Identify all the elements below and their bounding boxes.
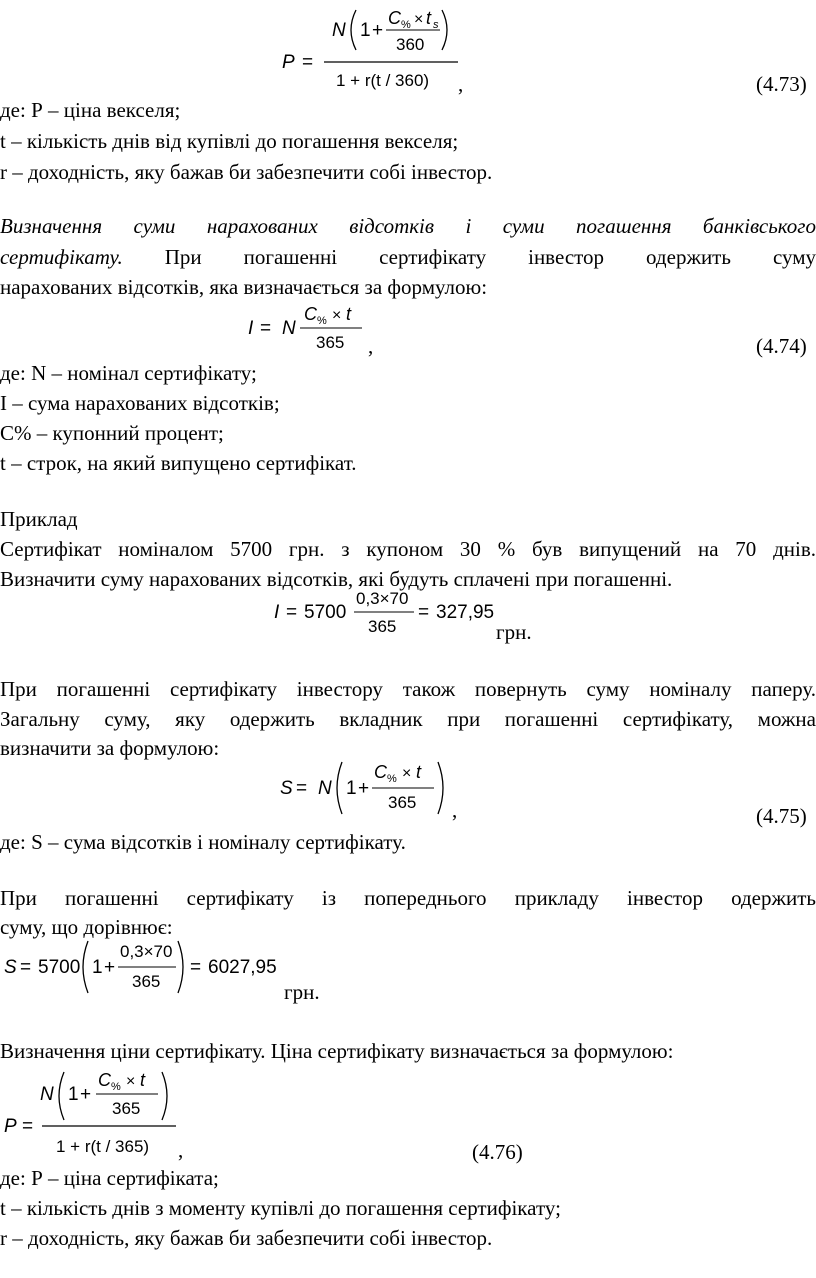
formula-comma: , [452, 798, 458, 822]
formula-symbol: 365 [368, 617, 397, 636]
paragraph-line: Сертифікат номіналом 5700 грн. з купоном 30 % був випущений на 70 днів. [0, 537, 816, 561]
formula-symbol: P [4, 1116, 17, 1137]
formula-comma: , [458, 72, 464, 96]
formula-symbol: C [98, 1070, 111, 1090]
formula-symbol: t [416, 762, 422, 782]
formula-symbol: C [388, 8, 401, 28]
formula-symbol: + [358, 778, 370, 799]
formula-symbol: 5700 [38, 957, 81, 978]
formula-symbol: = [190, 957, 202, 978]
definition-line: I – сума нарахованих відсотків; [0, 391, 280, 415]
formula-symbol: 365 [388, 793, 417, 812]
formula-symbol: × [402, 765, 412, 782]
formula-symbol: × [126, 1073, 136, 1090]
formula-symbol: 5700 [304, 602, 347, 623]
definition-line: де: N – номінал сертифікату; [0, 361, 257, 385]
formula-symbol: % [401, 19, 411, 31]
currency-unit: грн. [496, 620, 532, 644]
formula-comma: , [178, 1138, 184, 1162]
formula-symbol: t [140, 1070, 146, 1090]
formula-symbol: C [374, 762, 387, 782]
definition-line: де: Р – ціна векселя; [0, 98, 181, 122]
equation-number-4-75: (4.75) [756, 804, 807, 828]
formula-symbol: I [274, 602, 280, 623]
formula-symbol: S [280, 778, 293, 799]
formula-4-74 [244, 300, 374, 360]
formula-4-76 [0, 1064, 190, 1160]
paragraph-line: визначити за формулою: [0, 736, 220, 760]
formula-symbol: s [433, 19, 439, 31]
formula-symbol: = [418, 602, 430, 623]
formula-symbol: % [111, 1081, 121, 1093]
formula-4-75 [278, 756, 458, 820]
formula-symbol: 1 + r(t / 360) [336, 71, 430, 90]
paragraph-line: При погашенні сертифікату інвестору також повернуть суму номіналу паперу. [0, 677, 816, 701]
formula-symbol: 0,3×70 [356, 589, 409, 608]
paragraph-text: При погашенні сертифікату інвестор одержить суму [122, 245, 816, 269]
formula-symbol: N [318, 778, 332, 799]
formula-symbol: + [80, 1084, 92, 1105]
equation-number-4-74: (4.74) [756, 334, 807, 358]
paragraph-line: При погашенні сертифікату із попереднього прикладу інвестор одержить [0, 886, 816, 910]
definition-line: де: Р – ціна сертифіката; [0, 1166, 219, 1190]
paragraph-line: нарахованих відсотків, яка визначається за формулою: [0, 275, 488, 299]
formula-symbol: t [346, 304, 352, 324]
paragraph-line [0, 243, 816, 271]
paragraph-line: Визначення ціни сертифікату. Ціна сертифікату визначається за формулою: [0, 1039, 674, 1063]
formula-symbol: × [414, 11, 424, 28]
formula-symbol: C [304, 304, 317, 324]
formula-symbol: = [286, 602, 298, 623]
example-formula-total [0, 935, 290, 999]
formula-symbol: 1 [360, 20, 371, 41]
formula-symbol: 6027,95 [208, 957, 277, 978]
formula-symbol: N [282, 318, 296, 339]
example-title: Приклад [0, 507, 78, 531]
equation-number-4-73: (4.73) [756, 72, 807, 96]
definition-line: С% – купонний процент; [0, 421, 224, 445]
formula-comma: , [368, 334, 374, 358]
formula-symbol: 1 [92, 957, 103, 978]
paragraph-line: Загальну суму, яку одержить вкладник при погашенні сертифікату, можна [0, 707, 816, 731]
formula-symbol: I [248, 318, 254, 339]
formula-symbol: 365 [112, 1099, 141, 1118]
formula-symbol: = [22, 1116, 34, 1137]
equation-number-4-76: (4.76) [472, 1140, 523, 1164]
definition-line: r – доходність, яку бажав би забезпечити собі інвестор. [0, 160, 493, 184]
definition-line: t – кількість днів з моменту купівлі до погашення сертифікату; [0, 1196, 561, 1220]
section-heading-italic: Визначення суми нарахованих відсотків і суми погашення банківського [0, 214, 816, 238]
formula-symbol: N [332, 20, 346, 41]
formula-symbol: = [20, 957, 32, 978]
formula-symbol: 0,3×70 [120, 942, 173, 961]
formula-symbol: + [372, 20, 384, 41]
formula-symbol: 360 [396, 35, 425, 54]
formula-symbol: N [40, 1084, 54, 1105]
formula-symbol: 1 [68, 1084, 79, 1105]
paragraph-line: суму, що дорівнює: [0, 915, 173, 939]
definition-line: де: S – сума відсотків і номіналу сертифікату. [0, 830, 406, 854]
formula-symbol: 365 [316, 333, 345, 352]
definition-line: t – кількість днів від купівлі до погашення векселя; [0, 129, 459, 153]
formula-symbol: = [260, 318, 272, 339]
formula-symbol: S [4, 957, 17, 978]
formula-symbol: 1 [346, 778, 357, 799]
formula-symbol: % [317, 315, 327, 327]
paragraph-line: Визначити суму нарахованих відсотків, які будуть сплачені при погашенні. [0, 567, 673, 591]
example-formula-interest [272, 586, 502, 644]
formula-symbol: = [296, 778, 308, 799]
section-heading-italic-end: сертифікату. [0, 245, 123, 269]
formula-symbol: = [302, 52, 314, 73]
formula-symbol: 365 [132, 972, 161, 991]
formula-symbol: + [104, 957, 116, 978]
formula-symbol: t [426, 8, 432, 28]
formula-symbol: × [332, 307, 342, 324]
formula-symbol: 1 + r(t / 365) [56, 1137, 150, 1156]
definition-line: t – строк, на який випущено сертифікат. [0, 451, 357, 475]
currency-unit: грн. [284, 980, 320, 1004]
formula-symbol: 327,95 [436, 602, 495, 623]
formula-4-73 [276, 2, 466, 94]
formula-symbol: % [387, 773, 397, 785]
formula-symbol: P [282, 52, 295, 73]
definition-line: r – доходність, яку бажав би забезпечити собі інвестор. [0, 1226, 493, 1250]
